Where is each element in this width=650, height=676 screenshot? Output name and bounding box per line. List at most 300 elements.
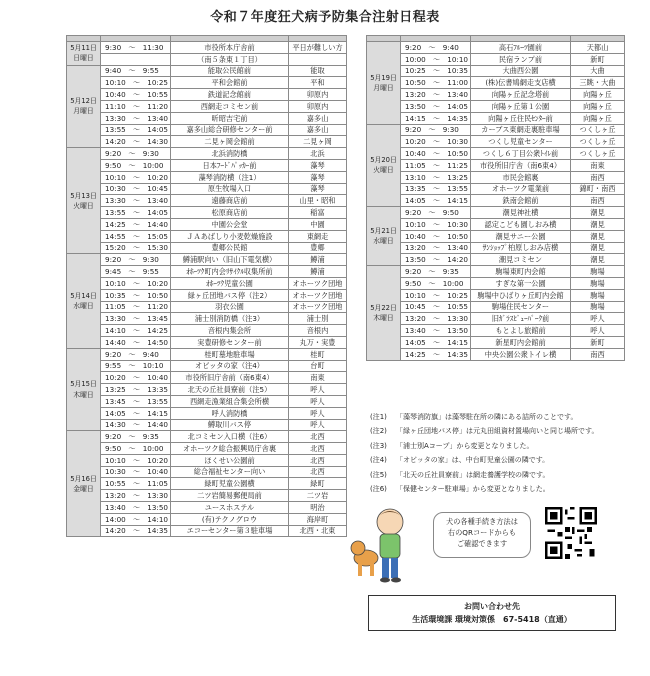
place-cell: 中央公園公衆トイレ横 — [471, 348, 571, 360]
area-cell: 駒場 — [571, 266, 625, 278]
time-cell: 14:25 ～ 14:35 — [401, 348, 471, 360]
area-cell: 三眺・大曲 — [571, 77, 625, 89]
area-cell: 二ツ岩 — [289, 490, 347, 502]
table-row — [367, 254, 625, 266]
table-row — [367, 195, 625, 207]
place-cell: (有)テクノグロウ — [171, 513, 289, 525]
table-row — [67, 218, 347, 230]
place-cell: ほくせい公園前 — [171, 454, 289, 466]
table-row — [367, 289, 625, 301]
time-cell: 9:50 ～ 10:00 — [101, 443, 171, 455]
table-row — [367, 65, 625, 77]
time-cell: 10:30 ～ 10:40 — [101, 466, 171, 478]
table-row — [367, 124, 625, 136]
place-cell: 桂町墓地駐車場 — [171, 348, 289, 360]
day-cell — [367, 207, 401, 266]
place-cell: (株)伝書鳩網走支店横 — [471, 77, 571, 89]
area-cell: 北西 — [289, 443, 347, 455]
place-cell: すぎな第一公園 — [471, 277, 571, 289]
table-row — [367, 89, 625, 101]
area-cell: 海岸町 — [289, 513, 347, 525]
table-row — [67, 124, 347, 136]
day-weekday: 木曜日 — [73, 390, 94, 399]
area-cell: 嘉多山 — [289, 124, 347, 136]
area-cell: 台町 — [289, 360, 347, 372]
area-cell: 南西 — [571, 348, 625, 360]
place-cell: 市民会館裏 — [471, 171, 571, 183]
place-cell: 西網走漁業組合集会所横 — [171, 395, 289, 407]
table-row — [67, 478, 347, 490]
place-cell: 緑ヶ丘団地バス停（注2） — [171, 289, 289, 301]
place-cell: 向陽ヶ丘住民ｾﾝﾀｰ前 — [471, 112, 571, 124]
table-row — [367, 348, 625, 360]
time-cell: 15:20 ～ 15:30 — [101, 242, 171, 254]
place-cell: 昕昭吉宅前 — [171, 112, 289, 124]
place-cell: 鱒取川バス停 — [171, 419, 289, 431]
time-cell: 10:10 ～ 10:20 — [101, 171, 171, 183]
area-cell: 平日が難しい方 — [289, 42, 347, 54]
note-item — [370, 482, 598, 496]
note-item — [370, 424, 598, 438]
contact-box — [368, 595, 616, 631]
time-cell: 11:10 ～ 11:20 — [101, 100, 171, 112]
place-cell: 駒場東町内会館 — [471, 266, 571, 278]
place-cell: 豊郷公民館 — [171, 242, 289, 254]
day-date: 5月13日 — [70, 191, 97, 200]
note-item — [370, 453, 598, 467]
place-cell: もとよし旅館前 — [471, 325, 571, 337]
note-text: 「保健センター駐車場」から変更となりました。 — [396, 485, 550, 494]
table-row — [67, 325, 347, 337]
table-row — [367, 159, 625, 171]
table-row — [367, 53, 625, 65]
time-cell: 13:35 ～ 13:55 — [401, 183, 471, 195]
table-row — [67, 360, 347, 372]
time-cell: 13:20 ～ 13:30 — [401, 313, 471, 325]
day-cell — [67, 431, 101, 537]
area-cell: 北西 — [289, 454, 347, 466]
area-cell: 駒場 — [571, 289, 625, 301]
table-row — [67, 266, 347, 278]
area-cell: 浦士別 — [289, 313, 347, 325]
place-cell: ｵﾎｰﾂｸ児童公園 — [171, 277, 289, 289]
table-row — [367, 207, 625, 219]
time-cell: 10:10 ～ 10:20 — [101, 454, 171, 466]
place-cell: 新星町内会館前 — [471, 336, 571, 348]
area-cell: 新町 — [571, 336, 625, 348]
time-cell: 10:30 ～ 10:45 — [101, 183, 171, 195]
place-cell: ＪＡあばしり小麦乾燥施設 — [171, 230, 289, 242]
contact-detail: 生活環境課 環境対策係 67-5418（直通） — [412, 615, 572, 624]
area-cell: 丸万・実豊 — [289, 336, 347, 348]
area-cell: 豊郷 — [289, 242, 347, 254]
area-cell — [289, 53, 347, 65]
day-cell — [67, 254, 101, 348]
note-text: 「緑ヶ丘団地バス停」は元丸田組資材置場向いと同じ場所です。 — [396, 427, 599, 436]
table-row — [67, 419, 347, 431]
table-row — [367, 148, 625, 160]
time-cell: 13:10 ～ 13:25 — [401, 171, 471, 183]
area-cell: 錦町・南西 — [571, 183, 625, 195]
day-weekday: 木曜日 — [373, 313, 394, 322]
time-cell: 14:20 ～ 14:35 — [101, 525, 171, 537]
area-cell: 南西 — [571, 195, 625, 207]
place-cell: 呼人消防橋 — [171, 407, 289, 419]
table-row — [367, 325, 625, 337]
place-cell: 鉄南会館前 — [471, 195, 571, 207]
table-row — [67, 513, 347, 525]
note-item — [370, 410, 598, 424]
place-cell: つくし児童センター — [471, 136, 571, 148]
place-cell: つくし６丁目公衆ﾄｲﾚ前 — [471, 148, 571, 160]
time-cell: 9:50 ～ 10:00 — [101, 159, 171, 171]
time-cell: 9:20 ～ 9:40 — [401, 42, 471, 54]
place-cell: 松原商店前 — [171, 207, 289, 219]
place-cell: 音根内集会所 — [171, 325, 289, 337]
place-cell: 北浜消防橋 — [171, 148, 289, 160]
bubble-line-3: ご確認できます — [456, 539, 508, 548]
time-cell: 13:30 ～ 13:45 — [101, 313, 171, 325]
qr-code-icon[interactable] — [545, 507, 597, 559]
place-cell: 日本ﾌｰﾄﾞﾊﾟｯｶｰ前 — [171, 159, 289, 171]
table-row — [367, 171, 625, 183]
area-cell: 音根内 — [289, 325, 347, 337]
area-cell: 藻琴 — [289, 183, 347, 195]
area-cell: 鱒浦 — [289, 254, 347, 266]
area-cell: 藻琴 — [289, 171, 347, 183]
place-cell: 遠藤商店前 — [171, 195, 289, 207]
time-cell: 13:55 ～ 14:05 — [101, 124, 171, 136]
time-cell: 13:50 ～ 14:05 — [401, 100, 471, 112]
area-cell: 向陽ヶ丘 — [571, 112, 625, 124]
table-row — [67, 407, 347, 419]
table-row — [67, 336, 347, 348]
table-row — [67, 89, 347, 101]
time-cell: 10:25 ～ 10:35 — [401, 65, 471, 77]
table-row — [67, 136, 347, 148]
table-row — [67, 313, 347, 325]
day-weekday: 月曜日 — [73, 107, 94, 116]
place-cell: 平和会館前 — [171, 77, 289, 89]
note-key: (注5) — [370, 470, 387, 479]
bubble-line-2: 右のQRコードからも — [447, 528, 517, 537]
place-cell: ユースホステル — [171, 502, 289, 514]
place-cell: 市役所旧庁舎（南6東4） — [471, 159, 571, 171]
table-row — [67, 100, 347, 112]
place-cell: 市役所旧庁舎前（南6東4） — [171, 372, 289, 384]
table-row — [67, 289, 347, 301]
time-cell: 13:30 ～ 13:40 — [101, 195, 171, 207]
area-cell: 北西・北東 — [289, 525, 347, 537]
day-cell — [67, 42, 101, 66]
table-row — [67, 65, 347, 77]
area-cell: 北西 — [289, 431, 347, 443]
place-cell: 駒場住民センター — [471, 301, 571, 313]
time-cell: 11:05 ～ 11:25 — [401, 159, 471, 171]
area-cell: 二見ヶ岡 — [289, 136, 347, 148]
table-row — [67, 42, 347, 54]
time-cell: 10:10 ～ 10:25 — [401, 289, 471, 301]
place-cell: 浦士別消防橋（注3） — [171, 313, 289, 325]
time-cell: 10:20 ～ 10:40 — [101, 372, 171, 384]
time-cell: 9:20 ～ 9:40 — [101, 348, 171, 360]
place-cell: ｻﾝｼｮｯﾌﾟ柏原しおみ店横 — [471, 242, 571, 254]
time-cell: 14:40 ～ 14:50 — [101, 336, 171, 348]
time-cell: 13:30 ～ 13:40 — [101, 112, 171, 124]
area-cell: 潮見 — [571, 230, 625, 242]
place-cell: 総合福祉センター向い — [171, 466, 289, 478]
time-cell: 10:40 ～ 10:50 — [401, 148, 471, 160]
time-cell: 13:50 ～ 14:20 — [401, 254, 471, 266]
place-cell: 北コミセン入口横（注6） — [171, 431, 289, 443]
day-weekday: 火曜日 — [373, 166, 394, 175]
place-cell: 鉄道記念館前 — [171, 89, 289, 101]
table-row — [67, 207, 347, 219]
area-cell: 天都山 — [571, 42, 625, 54]
place-cell: オホーツク電業前 — [471, 183, 571, 195]
area-cell: 呼人 — [289, 419, 347, 431]
table-row — [67, 490, 347, 502]
time-cell: 9:20 ～ 9:30 — [101, 148, 171, 160]
time-cell: 14:05 ～ 14:15 — [101, 407, 171, 419]
table-row — [67, 183, 347, 195]
time-cell: 9:40 ～ 9:55 — [101, 65, 171, 77]
time-cell: 9:20 ～ 9:35 — [101, 431, 171, 443]
area-cell: 明治 — [289, 502, 347, 514]
place-cell: 潮見神社横 — [471, 207, 571, 219]
day-weekday: 日曜日 — [73, 54, 94, 63]
table-row — [367, 183, 625, 195]
time-cell: 9:20 ～ 9:30 — [101, 254, 171, 266]
area-cell: 潮見 — [571, 242, 625, 254]
area-cell: 山里・昭和 — [289, 195, 347, 207]
place-cell: ｵﾎｰﾂｸ町内会ﾘｻｲｸﾙ収集所前 — [171, 266, 289, 278]
time-cell: 13:45 ～ 13:55 — [101, 395, 171, 407]
time-cell: 13:40 ～ 13:50 — [101, 502, 171, 514]
table-row — [67, 230, 347, 242]
area-cell: 潮見 — [571, 218, 625, 230]
time-cell: 14:05 ～ 14:15 — [401, 336, 471, 348]
day-date: 5月20日 — [370, 156, 397, 165]
area-cell: 卯原内 — [289, 100, 347, 112]
table-row — [67, 525, 347, 537]
table-row — [67, 395, 347, 407]
area-cell: 北西 — [289, 466, 347, 478]
note-key: (注2) — [370, 427, 387, 436]
place-cell: 駒場中ひばりヶ丘町内会館 — [471, 289, 571, 301]
time-cell: 10:10 ～ 10:25 — [101, 77, 171, 89]
time-cell: 9:55 ～ 10:10 — [101, 360, 171, 372]
table-row — [367, 301, 625, 313]
table-row — [67, 384, 347, 396]
table-row — [367, 218, 625, 230]
time-cell: 9:20 ～ 9:30 — [401, 124, 471, 136]
time-cell: 10:40 ～ 10:55 — [101, 89, 171, 101]
bubble-line-1: 犬の各種手続き方法は — [446, 517, 518, 526]
table-row — [67, 454, 347, 466]
time-cell: 13:25 ～ 13:35 — [101, 384, 171, 396]
table-row — [67, 148, 347, 160]
place-cell: 民宿ランプ前 — [471, 53, 571, 65]
place-cell: 能取公民館前 — [171, 65, 289, 77]
area-cell: オホーツク団地 — [289, 277, 347, 289]
area-cell: つくしヶ丘 — [571, 124, 625, 136]
time-cell: 9:20 ～ 9:35 — [401, 266, 471, 278]
place-cell: 二ツ岩簡易郵便局前 — [171, 490, 289, 502]
area-cell: 北浜 — [289, 148, 347, 160]
place-cell: エコーセンター第３駐車場 — [171, 525, 289, 537]
table-row — [67, 195, 347, 207]
time-cell: 11:05 ～ 11:20 — [101, 301, 171, 313]
note-key: (注3) — [370, 441, 387, 450]
table-row — [367, 266, 625, 278]
time-cell: 13:20 ～ 13:40 — [401, 242, 471, 254]
place-cell: 高石ﾌﾙｰﾂ園前 — [471, 42, 571, 54]
place-cell: 潮見サニー公園 — [471, 230, 571, 242]
place-cell: カーブス東網走裏駐車場 — [471, 124, 571, 136]
contact-heading: お問い合わせ先 — [464, 602, 520, 611]
day-date: 5月15日 — [70, 380, 97, 389]
day-date: 5月21日 — [370, 226, 397, 235]
area-cell: 南西 — [571, 171, 625, 183]
note-key: (注1) — [370, 413, 387, 421]
area-cell: 呼人 — [289, 407, 347, 419]
place-cell: 緑町児童公園横 — [171, 478, 289, 490]
area-cell: 呼人 — [571, 325, 625, 337]
time-cell: 10:10 ～ 10:30 — [401, 218, 471, 230]
table-row — [67, 171, 347, 183]
table-row — [367, 112, 625, 124]
table-row — [67, 277, 347, 289]
day-date: 5月22日 — [370, 303, 397, 312]
table-row — [367, 242, 625, 254]
time-cell: 10:40 ～ 10:50 — [401, 230, 471, 242]
area-cell: 呼人 — [289, 395, 347, 407]
area-cell: 呼人 — [289, 384, 347, 396]
time-cell: 9:30 ～ 11:30 — [101, 42, 171, 54]
area-cell: 藻琴 — [289, 159, 347, 171]
day-cell — [67, 148, 101, 254]
time-cell: 14:30 ～ 14:40 — [101, 419, 171, 431]
table-row — [67, 112, 347, 124]
area-cell: 能取 — [289, 65, 347, 77]
time-cell: 14:00 ～ 14:10 — [101, 513, 171, 525]
table-row — [67, 77, 347, 89]
place-cell: オビッタの家（注4） — [171, 360, 289, 372]
note-key: (注4) — [370, 456, 387, 465]
speech-bubble — [433, 512, 531, 558]
area-cell: 呼人 — [571, 313, 625, 325]
area-cell: 桂町 — [289, 348, 347, 360]
area-cell: オホーツク団地 — [289, 301, 347, 313]
area-cell: つくしヶ丘 — [571, 136, 625, 148]
child-with-dog-illustration — [350, 500, 430, 590]
time-cell: 14:15 ～ 14:35 — [401, 112, 471, 124]
time-cell: 10:55 ～ 11:05 — [101, 478, 171, 490]
time-cell: 14:20 ～ 14:30 — [101, 136, 171, 148]
area-cell: 新町 — [571, 53, 625, 65]
table-row — [67, 53, 347, 65]
time-cell: 14:25 ～ 14:40 — [101, 218, 171, 230]
place-cell: 中園公会堂 — [171, 218, 289, 230]
place-cell: 向陽ヶ丘第１公園 — [471, 100, 571, 112]
place-cell: 原生牧場入口 — [171, 183, 289, 195]
schedule-table-left — [66, 35, 347, 537]
day-cell — [367, 42, 401, 125]
day-date: 5月14日 — [70, 291, 97, 300]
time-cell: 10:45 ～ 10:55 — [401, 301, 471, 313]
note-item — [370, 439, 598, 453]
area-cell: つくしヶ丘 — [571, 148, 625, 160]
table-row — [67, 431, 347, 443]
table-row — [67, 348, 347, 360]
time-cell: 10:50 ～ 11:00 — [401, 77, 471, 89]
place-cell: 潮見コミセン — [471, 254, 571, 266]
time-cell: 10:00 ～ 10:10 — [401, 53, 471, 65]
table-row — [67, 242, 347, 254]
table-row — [367, 313, 625, 325]
time-cell: 13:55 ～ 14:05 — [101, 207, 171, 219]
place-cell: 大曲西公園 — [471, 65, 571, 77]
area-cell: 嘉多山 — [289, 112, 347, 124]
table-row — [67, 301, 347, 313]
day-cell — [367, 124, 401, 207]
day-weekday: 火曜日 — [73, 201, 94, 210]
day-weekday: 水曜日 — [73, 302, 94, 311]
note-text: 「藻琴消防旗」は藻琴駐在所の隣にある詰所のことです。 — [396, 413, 578, 421]
day-date: 5月12日 — [70, 97, 97, 106]
place-cell: 二見ヶ岡会館前 — [171, 136, 289, 148]
area-cell: 稲富 — [289, 207, 347, 219]
area-cell: 中園 — [289, 218, 347, 230]
place-cell: オホーツク総合振興局庁舎裏 — [171, 443, 289, 455]
day-cell — [67, 348, 101, 431]
place-cell: 藻琴消防横（注1） — [171, 171, 289, 183]
table-row — [367, 136, 625, 148]
place-cell: 向陽ヶ丘記念塔前 — [471, 89, 571, 101]
area-cell: オホーツク団地 — [289, 289, 347, 301]
place-cell: 嘉多山総合研修センター前 — [171, 124, 289, 136]
table-row — [367, 277, 625, 289]
day-weekday: 月曜日 — [373, 83, 394, 92]
place-cell: 認定こども園しおみ横 — [471, 218, 571, 230]
table-row — [67, 372, 347, 384]
time-cell: 13:20 ～ 13:40 — [401, 89, 471, 101]
time-cell: 13:40 ～ 13:50 — [401, 325, 471, 337]
table-row — [367, 42, 625, 54]
table-row — [367, 336, 625, 348]
area-cell: 卯原内 — [289, 89, 347, 101]
place-cell: 北天の丘社員寮前（注5） — [171, 384, 289, 396]
table-row — [367, 230, 625, 242]
day-cell — [67, 65, 101, 148]
area-cell: 南東 — [571, 159, 625, 171]
time-cell: 10:10 ～ 10:20 — [101, 277, 171, 289]
time-cell — [101, 53, 171, 65]
time-cell: 13:20 ～ 13:30 — [101, 490, 171, 502]
note-item — [370, 468, 598, 482]
day-date: 5月19日 — [370, 73, 397, 82]
area-cell: 駒場 — [571, 277, 625, 289]
day-weekday: 水曜日 — [373, 237, 394, 246]
note-text: 「オビッタの家」は、中台町児童公園の隣です。 — [396, 456, 550, 465]
place-cell: 旧ｶﾞﾗｽﾋﾞｭｰﾊﾟｰｸ前 — [471, 313, 571, 325]
area-cell: 向陽ヶ丘 — [571, 89, 625, 101]
time-cell: 9:50 ～ 10:00 — [401, 277, 471, 289]
place-cell: （南５条東１丁目） — [171, 53, 289, 65]
day-weekday: 金曜日 — [73, 484, 94, 493]
place-cell: 西網走コミセン前 — [171, 100, 289, 112]
